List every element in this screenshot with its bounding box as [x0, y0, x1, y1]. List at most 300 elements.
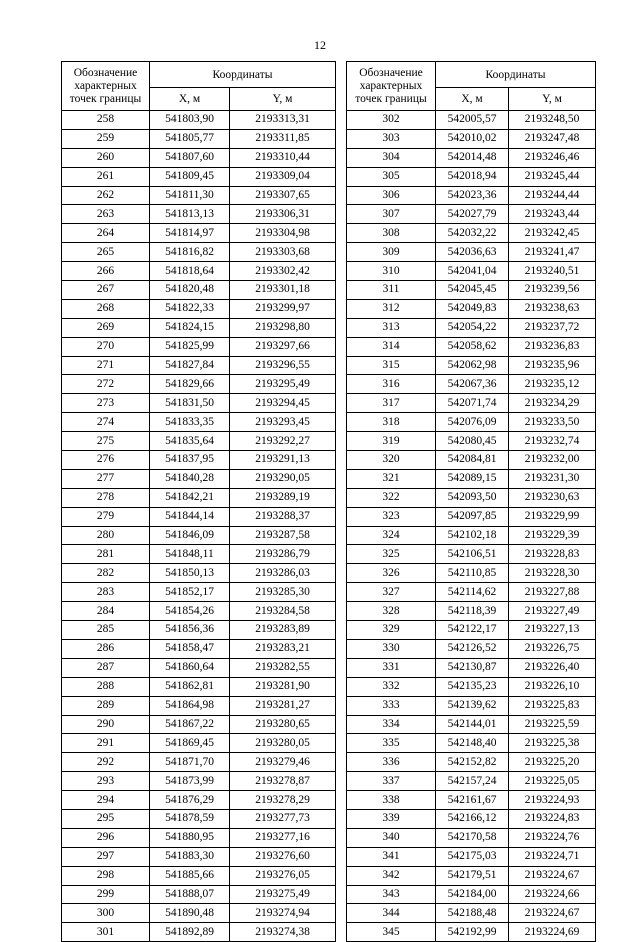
y-coordinate-cell: 2193237,72 [509, 318, 596, 337]
table-row [347, 564, 596, 583]
y-coordinate-cell: 2193228,83 [509, 545, 596, 564]
y-coordinate-cell: 2193277,16 [230, 828, 336, 847]
point-number-cell: 322 [347, 488, 436, 507]
x-coordinate-cell: 542032,22 [436, 224, 509, 243]
table-row [347, 772, 596, 791]
table-body-right [347, 111, 596, 942]
x-coordinate-cell: 542093,50 [436, 488, 509, 507]
y-coordinate-cell: 2193239,56 [509, 281, 596, 300]
x-coordinate-cell: 542106,51 [436, 545, 509, 564]
point-number-cell: 262 [62, 186, 150, 205]
table-row [347, 243, 596, 262]
x-coordinate-cell: 541816,82 [150, 243, 230, 262]
y-coordinate-cell: 2193227,13 [509, 621, 596, 640]
table-row [347, 281, 596, 300]
x-coordinate-cell: 542067,36 [436, 375, 509, 394]
x-coordinate-cell: 541818,64 [150, 262, 230, 281]
table-row [62, 337, 336, 356]
x-coordinate-cell: 542062,98 [436, 356, 509, 375]
x-coordinate-cell: 541820,48 [150, 281, 230, 300]
y-coordinate-cell: 2193303,68 [230, 243, 336, 262]
y-coordinate-cell: 2193224,69 [509, 923, 596, 942]
x-coordinate-cell: 542089,15 [436, 469, 509, 488]
point-number-cell: 304 [347, 148, 436, 167]
point-number-cell: 323 [347, 507, 436, 526]
point-number-cell: 265 [62, 243, 150, 262]
coordinates-table-left [61, 61, 336, 942]
x-coordinate-cell: 542166,12 [436, 809, 509, 828]
point-number-cell: 311 [347, 281, 436, 300]
x-coordinate-cell: 542097,85 [436, 507, 509, 526]
x-coordinate-cell: 542102,18 [436, 526, 509, 545]
x-coordinate-cell: 542157,24 [436, 772, 509, 791]
y-coordinate-cell: 2193286,03 [230, 564, 336, 583]
table-row [347, 469, 596, 488]
y-coordinate-cell: 2193229,99 [509, 507, 596, 526]
table-row [347, 337, 596, 356]
table-row [62, 148, 336, 167]
point-number-cell: 328 [347, 602, 436, 621]
x-coordinate-cell: 542045,45 [436, 281, 509, 300]
x-coordinate-cell: 541869,45 [150, 734, 230, 753]
table-row [62, 243, 336, 262]
x-coordinate-cell: 542188,48 [436, 904, 509, 923]
table-row [347, 451, 596, 470]
y-coordinate-cell: 2193224,67 [509, 904, 596, 923]
point-number-cell: 318 [347, 413, 436, 432]
point-number-cell: 339 [347, 809, 436, 828]
point-number-cell: 312 [347, 299, 436, 318]
point-number-cell: 305 [347, 167, 436, 186]
x-coordinate-cell: 541827,84 [150, 356, 230, 375]
table-row [347, 809, 596, 828]
table-row [62, 602, 336, 621]
table-row [62, 262, 336, 281]
x-coordinate-cell: 541871,70 [150, 753, 230, 772]
table-row [62, 375, 336, 394]
point-number-cell: 306 [347, 186, 436, 205]
y-coordinate-cell: 2193228,30 [509, 564, 596, 583]
point-number-cell: 291 [62, 734, 150, 753]
table-row [62, 451, 336, 470]
table-row [62, 186, 336, 205]
table-row [62, 167, 336, 186]
y-coordinate-cell: 2193304,98 [230, 224, 336, 243]
point-number-cell: 278 [62, 488, 150, 507]
point-number-cell: 345 [347, 923, 436, 942]
table-row [62, 583, 336, 602]
x-coordinate-cell: 542023,36 [436, 186, 509, 205]
x-coordinate-cell: 541867,22 [150, 715, 230, 734]
table-row [62, 734, 336, 753]
y-coordinate-cell: 2193229,39 [509, 526, 596, 545]
table-row [62, 772, 336, 791]
x-coordinate-cell: 541809,45 [150, 167, 230, 186]
point-number-cell: 314 [347, 337, 436, 356]
point-number-cell: 273 [62, 394, 150, 413]
point-number-cell: 261 [62, 167, 150, 186]
table-row [62, 639, 336, 658]
point-number-cell: 260 [62, 148, 150, 167]
table-row [347, 885, 596, 904]
x-coordinate-cell: 541822,33 [150, 299, 230, 318]
x-coordinate-cell: 542049,83 [436, 299, 509, 318]
y-coordinate-cell: 2193293,45 [230, 413, 336, 432]
x-coordinate-cell: 541878,59 [150, 809, 230, 828]
y-coordinate-cell: 2193283,21 [230, 639, 336, 658]
table-row [347, 432, 596, 451]
table-row [347, 488, 596, 507]
table-row [62, 318, 336, 337]
y-coordinate-cell: 2193276,05 [230, 866, 336, 885]
x-coordinate-cell: 542114,62 [436, 583, 509, 602]
table-row [347, 262, 596, 281]
x-coordinate-cell: 542010,02 [436, 129, 509, 148]
y-coordinate-cell: 2193226,40 [509, 658, 596, 677]
table-row [62, 469, 336, 488]
table-row [347, 639, 596, 658]
point-column-header: Обозначение характерных точек границы [347, 62, 436, 111]
x-coordinate-cell: 541885,66 [150, 866, 230, 885]
x-coordinate-cell: 541807,60 [150, 148, 230, 167]
table-row [347, 224, 596, 243]
y-coordinate-cell: 2193235,12 [509, 375, 596, 394]
table-row [62, 564, 336, 583]
table-row [347, 526, 596, 545]
y-coordinate-cell: 2193241,47 [509, 243, 596, 262]
table-row [62, 545, 336, 564]
y-coordinate-cell: 2193224,67 [509, 866, 596, 885]
x-coordinate-cell: 541829,66 [150, 375, 230, 394]
table-row [347, 299, 596, 318]
point-number-cell: 301 [62, 923, 150, 942]
x-coordinate-cell: 541846,09 [150, 526, 230, 545]
table-row [62, 791, 336, 810]
point-number-cell: 272 [62, 375, 150, 394]
point-number-cell: 286 [62, 639, 150, 658]
point-number-cell: 308 [347, 224, 436, 243]
point-number-cell: 330 [347, 639, 436, 658]
point-number-cell: 294 [62, 791, 150, 810]
y-coordinate-cell: 2193297,66 [230, 337, 336, 356]
table-row [62, 356, 336, 375]
y-coordinate-cell: 2193224,93 [509, 791, 596, 810]
table-row [347, 696, 596, 715]
y-coordinate-cell: 2193288,37 [230, 507, 336, 526]
x-coordinate-cell: 541835,64 [150, 432, 230, 451]
x-coordinate-cell: 542041,04 [436, 262, 509, 281]
x-coordinate-cell: 541811,30 [150, 186, 230, 205]
point-number-cell: 292 [62, 753, 150, 772]
coordinates-table-right [346, 61, 596, 942]
x-coordinate-cell: 542058,62 [436, 337, 509, 356]
y-coordinate-cell: 2193298,80 [230, 318, 336, 337]
x-coordinate-cell: 541854,26 [150, 602, 230, 621]
point-number-cell: 343 [347, 885, 436, 904]
point-number-cell: 264 [62, 224, 150, 243]
table-row [62, 205, 336, 224]
point-number-cell: 300 [62, 904, 150, 923]
table-row [347, 148, 596, 167]
point-number-cell: 327 [347, 583, 436, 602]
y-column-header: Y, м [230, 88, 336, 111]
y-coordinate-cell: 2193226,10 [509, 677, 596, 696]
y-coordinate-cell: 2193225,38 [509, 734, 596, 753]
table-row [347, 205, 596, 224]
point-number-cell: 326 [347, 564, 436, 583]
x-coordinate-cell: 541862,81 [150, 677, 230, 696]
table-row [62, 809, 336, 828]
table-row [62, 696, 336, 715]
y-coordinate-cell: 2193224,76 [509, 828, 596, 847]
point-number-cell: 317 [347, 394, 436, 413]
table-row [347, 167, 596, 186]
table-row [62, 111, 336, 130]
y-coordinate-cell: 2193291,13 [230, 451, 336, 470]
x-coordinate-cell: 541814,97 [150, 224, 230, 243]
x-coordinate-cell: 541813,13 [150, 205, 230, 224]
y-coordinate-cell: 2193280,65 [230, 715, 336, 734]
y-coordinate-cell: 2193281,27 [230, 696, 336, 715]
x-coordinate-cell: 542118,39 [436, 602, 509, 621]
y-coordinate-cell: 2193225,83 [509, 696, 596, 715]
table-row [347, 621, 596, 640]
y-coordinate-cell: 2193277,73 [230, 809, 336, 828]
y-coordinate-cell: 2193309,04 [230, 167, 336, 186]
point-number-cell: 332 [347, 677, 436, 696]
point-number-cell: 309 [347, 243, 436, 262]
table-row [347, 753, 596, 772]
y-coordinate-cell: 2193276,60 [230, 847, 336, 866]
point-number-cell: 288 [62, 677, 150, 696]
point-number-cell: 341 [347, 847, 436, 866]
y-coordinate-cell: 2193224,83 [509, 809, 596, 828]
table-row [347, 734, 596, 753]
y-coordinate-cell: 2193246,46 [509, 148, 596, 167]
y-coordinate-cell: 2193227,88 [509, 583, 596, 602]
y-coordinate-cell: 2193283,89 [230, 621, 336, 640]
x-column-header: X, м [436, 88, 509, 111]
x-coordinate-cell: 542054,22 [436, 318, 509, 337]
y-coordinate-cell: 2193224,66 [509, 885, 596, 904]
point-number-cell: 271 [62, 356, 150, 375]
point-number-cell: 297 [62, 847, 150, 866]
y-coordinate-cell: 2193275,49 [230, 885, 336, 904]
table-row [62, 658, 336, 677]
y-coordinate-cell: 2193296,55 [230, 356, 336, 375]
x-coordinate-cell: 541888,07 [150, 885, 230, 904]
y-coordinate-cell: 2193295,49 [230, 375, 336, 394]
table-row [347, 186, 596, 205]
y-coordinate-cell: 2193248,50 [509, 111, 596, 130]
table-row [347, 318, 596, 337]
x-coordinate-cell: 542161,67 [436, 791, 509, 810]
point-column-header: Обозначение характерных точек границы [62, 62, 150, 111]
point-number-cell: 303 [347, 129, 436, 148]
point-number-cell: 293 [62, 772, 150, 791]
x-coordinate-cell: 541840,28 [150, 469, 230, 488]
table-row [347, 602, 596, 621]
table-row [62, 394, 336, 413]
point-number-cell: 275 [62, 432, 150, 451]
point-number-cell: 319 [347, 432, 436, 451]
y-coordinate-cell: 2193244,44 [509, 186, 596, 205]
table-body-left [62, 111, 336, 942]
x-coordinate-cell: 541880,95 [150, 828, 230, 847]
point-number-cell: 337 [347, 772, 436, 791]
y-coordinate-cell: 2193243,44 [509, 205, 596, 224]
point-number-cell: 266 [62, 262, 150, 281]
y-coordinate-cell: 2193292,27 [230, 432, 336, 451]
y-coordinate-cell: 2193240,51 [509, 262, 596, 281]
point-number-cell: 277 [62, 469, 150, 488]
y-coordinate-cell: 2193235,96 [509, 356, 596, 375]
table-row [347, 847, 596, 866]
y-coordinate-cell: 2193242,45 [509, 224, 596, 243]
point-number-cell: 338 [347, 791, 436, 810]
table-row [62, 677, 336, 696]
table-row [347, 356, 596, 375]
table-row [62, 847, 336, 866]
y-coordinate-cell: 2193230,63 [509, 488, 596, 507]
table-row [347, 394, 596, 413]
x-coordinate-cell: 541803,90 [150, 111, 230, 130]
table-row [347, 413, 596, 432]
point-number-cell: 282 [62, 564, 150, 583]
x-coordinate-cell: 541858,47 [150, 639, 230, 658]
point-number-cell: 296 [62, 828, 150, 847]
table-row [62, 224, 336, 243]
table-row [347, 129, 596, 148]
x-coordinate-cell: 541833,35 [150, 413, 230, 432]
point-number-cell: 344 [347, 904, 436, 923]
x-coordinate-cell: 541805,77 [150, 129, 230, 148]
y-coordinate-cell: 2193290,05 [230, 469, 336, 488]
y-coordinate-cell: 2193226,75 [509, 639, 596, 658]
table-row [62, 885, 336, 904]
y-coordinate-cell: 2193284,58 [230, 602, 336, 621]
table-row [62, 753, 336, 772]
table-row [347, 828, 596, 847]
y-coordinate-cell: 2193281,90 [230, 677, 336, 696]
table-row [347, 866, 596, 885]
table-row [62, 923, 336, 942]
point-number-cell: 324 [347, 526, 436, 545]
x-coordinate-cell: 542005,57 [436, 111, 509, 130]
table-row [62, 866, 336, 885]
coordinates-header: Координаты [150, 62, 336, 88]
y-coordinate-cell: 2193238,63 [509, 299, 596, 318]
point-number-cell: 269 [62, 318, 150, 337]
x-coordinate-cell: 542130,87 [436, 658, 509, 677]
x-coordinate-cell: 542014,48 [436, 148, 509, 167]
y-coordinate-cell: 2193245,44 [509, 167, 596, 186]
point-number-cell: 274 [62, 413, 150, 432]
y-coordinate-cell: 2193278,29 [230, 791, 336, 810]
table-row [347, 583, 596, 602]
point-number-cell: 283 [62, 583, 150, 602]
point-number-cell: 295 [62, 809, 150, 828]
x-coordinate-cell: 542184,00 [436, 885, 509, 904]
y-coordinate-cell: 2193310,44 [230, 148, 336, 167]
point-number-cell: 302 [347, 111, 436, 130]
point-number-cell: 281 [62, 545, 150, 564]
y-coordinate-cell: 2193232,00 [509, 451, 596, 470]
y-coordinate-cell: 2193274,38 [230, 923, 336, 942]
x-coordinate-cell: 542027,79 [436, 205, 509, 224]
table-row [347, 545, 596, 564]
y-coordinate-cell: 2193302,42 [230, 262, 336, 281]
x-coordinate-cell: 541831,50 [150, 394, 230, 413]
x-coordinate-cell: 541860,64 [150, 658, 230, 677]
y-coordinate-cell: 2193294,45 [230, 394, 336, 413]
x-coordinate-cell: 542170,58 [436, 828, 509, 847]
page-number: 12 [314, 38, 326, 52]
point-number-cell: 268 [62, 299, 150, 318]
point-number-cell: 320 [347, 451, 436, 470]
y-coordinate-cell: 2193280,05 [230, 734, 336, 753]
x-coordinate-cell: 542148,40 [436, 734, 509, 753]
y-coordinate-cell: 2193278,87 [230, 772, 336, 791]
x-coordinate-cell: 542076,09 [436, 413, 509, 432]
x-coordinate-cell: 541890,48 [150, 904, 230, 923]
y-coordinate-cell: 2193274,94 [230, 904, 336, 923]
table-row [62, 904, 336, 923]
y-coordinate-cell: 2193227,49 [509, 602, 596, 621]
y-coordinate-cell: 2193286,79 [230, 545, 336, 564]
point-number-cell: 299 [62, 885, 150, 904]
point-number-cell: 336 [347, 753, 436, 772]
table-row [347, 375, 596, 394]
table-row [62, 299, 336, 318]
point-number-cell: 279 [62, 507, 150, 526]
table-row [347, 923, 596, 942]
y-coordinate-cell: 2193225,05 [509, 772, 596, 791]
point-number-cell: 331 [347, 658, 436, 677]
y-coordinate-cell: 2193236,83 [509, 337, 596, 356]
point-number-cell: 290 [62, 715, 150, 734]
point-number-cell: 342 [347, 866, 436, 885]
x-coordinate-cell: 541825,99 [150, 337, 230, 356]
table-row [347, 658, 596, 677]
point-number-cell: 335 [347, 734, 436, 753]
y-coordinate-cell: 2193311,85 [230, 129, 336, 148]
x-coordinate-cell: 542084,81 [436, 451, 509, 470]
x-column-header: X, м [150, 88, 230, 111]
table-row [62, 828, 336, 847]
point-number-cell: 329 [347, 621, 436, 640]
y-column-header: Y, м [509, 88, 596, 111]
point-number-cell: 276 [62, 451, 150, 470]
x-coordinate-cell: 542152,82 [436, 753, 509, 772]
y-coordinate-cell: 2193287,58 [230, 526, 336, 545]
point-number-cell: 325 [347, 545, 436, 564]
table-row [347, 791, 596, 810]
point-number-cell: 307 [347, 205, 436, 224]
y-coordinate-cell: 2193301,18 [230, 281, 336, 300]
point-number-cell: 280 [62, 526, 150, 545]
x-coordinate-cell: 541852,17 [150, 583, 230, 602]
x-coordinate-cell: 541892,89 [150, 923, 230, 942]
y-coordinate-cell: 2193307,65 [230, 186, 336, 205]
point-number-cell: 315 [347, 356, 436, 375]
point-number-cell: 298 [62, 866, 150, 885]
y-coordinate-cell: 2193285,30 [230, 583, 336, 602]
x-coordinate-cell: 542080,45 [436, 432, 509, 451]
x-coordinate-cell: 541883,30 [150, 847, 230, 866]
x-coordinate-cell: 541876,29 [150, 791, 230, 810]
point-number-cell: 270 [62, 337, 150, 356]
